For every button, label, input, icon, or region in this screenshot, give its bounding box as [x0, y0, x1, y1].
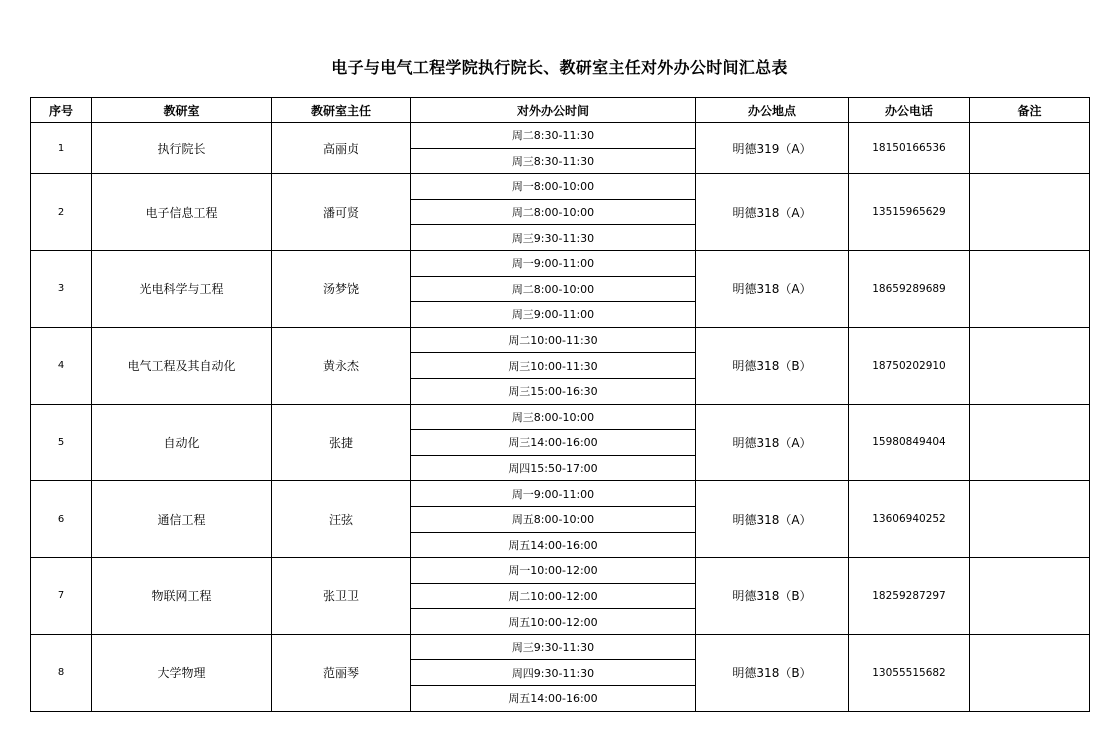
office-time-cell: 周二10:00-11:30: [411, 327, 696, 353]
director-cell: 汪弦: [272, 481, 411, 558]
office-time-cell: 周三9:00-11:00: [411, 302, 696, 328]
row-index-cell: 8: [31, 634, 92, 711]
table-row: [31, 250, 1090, 276]
office-time-cell: 周三9:30-11:30: [411, 225, 696, 251]
office-time-cell: 周三8:00-10:00: [411, 404, 696, 430]
row-index-cell: 5: [31, 404, 92, 481]
note-cell: [970, 327, 1090, 404]
table-row: [31, 481, 1090, 507]
director-cell: 黄永杰: [272, 327, 411, 404]
office-time-cell: 周五14:00-16:00: [411, 686, 696, 712]
office-time-cell: 周二8:00-10:00: [411, 276, 696, 302]
note-cell: [970, 634, 1090, 711]
note-cell: [970, 123, 1090, 174]
row-index-cell: 6: [31, 481, 92, 558]
table-row: [31, 123, 1090, 149]
phone-cell: 13055515682: [849, 634, 970, 711]
department-cell: 通信工程: [92, 481, 272, 558]
note-cell: [970, 481, 1090, 558]
director-cell: 张卫卫: [272, 558, 411, 635]
location-cell: 明德318（A）: [696, 404, 849, 481]
row-index-cell: 1: [31, 123, 92, 174]
director-cell: 张捷: [272, 404, 411, 481]
row-index-cell: 7: [31, 558, 92, 635]
table-row: [31, 327, 1090, 353]
note-cell: [970, 558, 1090, 635]
office-time-cell: 周一9:00-11:00: [411, 250, 696, 276]
phone-cell: 18659289689: [849, 250, 970, 327]
location-cell: 明德318（A）: [696, 481, 849, 558]
department-cell: 自动化: [92, 404, 272, 481]
phone-cell: 18750202910: [849, 327, 970, 404]
column-header: 序号: [31, 98, 92, 123]
note-cell: [970, 404, 1090, 481]
office-time-cell: 周四15:50-17:00: [411, 455, 696, 481]
page-title: 电子与电气工程学院执行院长、教研室主任对外办公时间汇总表: [331, 58, 788, 77]
column-header: 教研室: [92, 98, 272, 123]
phone-cell: 13606940252: [849, 481, 970, 558]
column-header: 备注: [970, 98, 1090, 123]
office-time-cell: 周三15:00-16:30: [411, 378, 696, 404]
phone-cell: 18259287297: [849, 558, 970, 635]
office-time-cell: 周三14:00-16:00: [411, 430, 696, 456]
office-time-cell: 周三9:30-11:30: [411, 634, 696, 660]
department-cell: 光电科学与工程: [92, 250, 272, 327]
column-header: 对外办公时间: [411, 98, 696, 123]
table-row: [31, 404, 1090, 430]
office-time-cell: 周二8:30-11:30: [411, 123, 696, 149]
office-time-cell: 周一8:00-10:00: [411, 174, 696, 200]
column-header: 教研室主任: [272, 98, 411, 123]
department-cell: 物联网工程: [92, 558, 272, 635]
note-cell: [970, 250, 1090, 327]
department-cell: 电气工程及其自动化: [92, 327, 272, 404]
table-row: [31, 634, 1090, 660]
table-row: [31, 558, 1090, 584]
row-index-cell: 3: [31, 250, 92, 327]
office-time-cell: 周二8:00-10:00: [411, 199, 696, 225]
office-time-cell: 周四9:30-11:30: [411, 660, 696, 686]
department-cell: 大学物理: [92, 634, 272, 711]
director-cell: 潘可贤: [272, 174, 411, 251]
department-cell: 电子信息工程: [92, 174, 272, 251]
office-time-cell: 周三8:30-11:30: [411, 148, 696, 174]
office-time-cell: 周五14:00-16:00: [411, 532, 696, 558]
location-cell: 明德319（A）: [696, 123, 849, 174]
location-cell: 明德318（B）: [696, 327, 849, 404]
office-time-cell: 周五10:00-12:00: [411, 609, 696, 635]
column-header: 办公地点: [696, 98, 849, 123]
office-time-cell: 周二10:00-12:00: [411, 583, 696, 609]
location-cell: 明德318（A）: [696, 250, 849, 327]
note-cell: [970, 174, 1090, 251]
office-time-cell: 周五8:00-10:00: [411, 506, 696, 532]
office-time-cell: 周一9:00-11:00: [411, 481, 696, 507]
office-hours-table: [30, 97, 1090, 712]
office-time-cell: 周三10:00-11:30: [411, 353, 696, 379]
location-cell: 明德318（B）: [696, 558, 849, 635]
column-header: 办公电话: [849, 98, 970, 123]
table-row: [31, 174, 1090, 200]
department-cell: 执行院长: [92, 123, 272, 174]
row-index-cell: 4: [31, 327, 92, 404]
director-cell: 范丽琴: [272, 634, 411, 711]
row-index-cell: 2: [31, 174, 92, 251]
phone-cell: 13515965629: [849, 174, 970, 251]
table-body: [31, 123, 1090, 712]
office-time-cell: 周一10:00-12:00: [411, 558, 696, 584]
phone-cell: 15980849404: [849, 404, 970, 481]
location-cell: 明德318（B）: [696, 634, 849, 711]
director-cell: 汤梦饶: [272, 250, 411, 327]
table-header-row: [31, 98, 1090, 123]
phone-cell: 18150166536: [849, 123, 970, 174]
director-cell: 高丽贞: [272, 123, 411, 174]
location-cell: 明德318（A）: [696, 174, 849, 251]
